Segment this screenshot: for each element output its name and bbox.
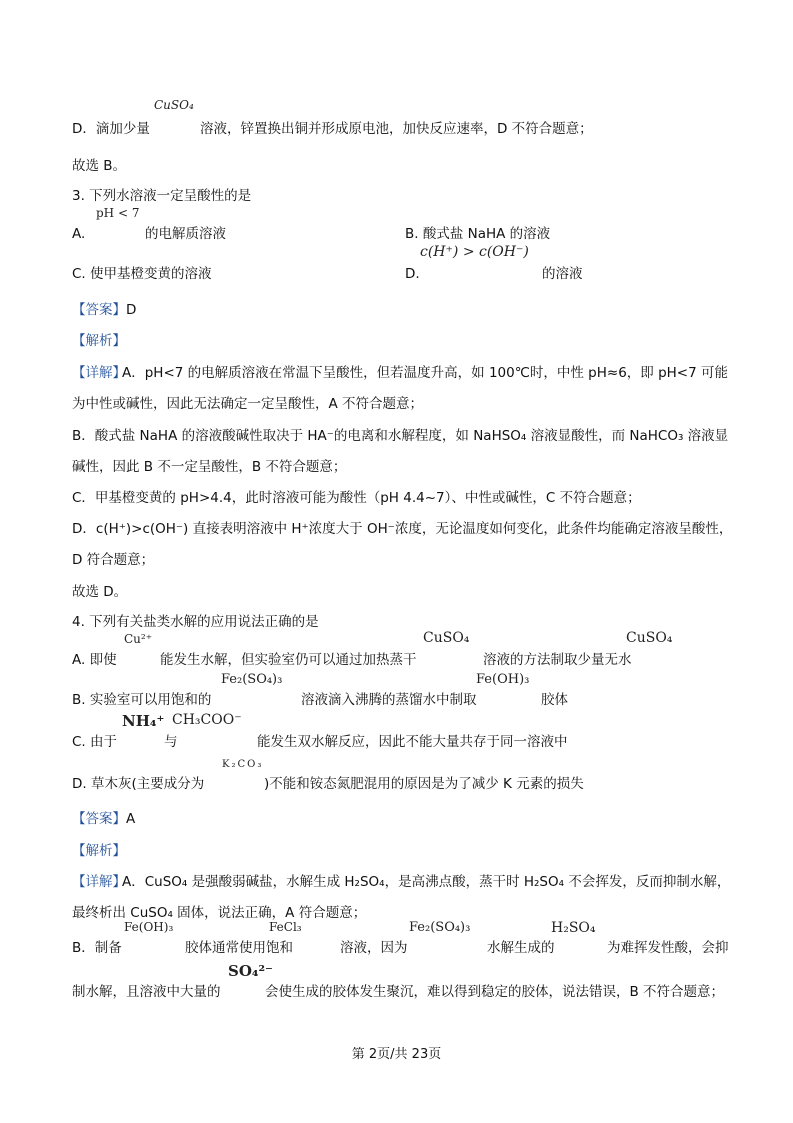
q4-option-b-end: 胶体 <box>541 692 568 708</box>
q3-detail-line-7: D 符合题意； <box>72 552 155 568</box>
formula-fe2so43: Fe₂(SO₄)₃ <box>221 672 283 687</box>
formula-nh4plus: NH₄⁺ <box>122 712 165 730</box>
q4-option-b-mid: 溶液滴入沸腾的蒸馏水中制取 <box>301 692 477 708</box>
q3-option-b: B. 酸式盐 NaHA 的溶液 <box>405 226 551 242</box>
formula-ph-lt-7: pH < 7 <box>96 206 140 220</box>
q4-stem: 4. 下列有关盐类水解的应用说法正确的是 <box>72 614 319 630</box>
q4-option-a-mid2: 溶液的方法制取少量无水 <box>483 652 632 668</box>
q3-option-d-label: D. <box>405 266 420 282</box>
q4-answer-label: 【答案】 <box>72 811 126 827</box>
q3-detail-line-2: 为中性或碱性，因此无法确定一定呈酸性，A 不符合题意； <box>72 396 424 412</box>
q4-answer-value: A <box>126 811 136 827</box>
q3-option-a-label: A. <box>72 226 86 242</box>
q4-detail-b-p3: 溶液，因为 <box>340 940 408 956</box>
q4-analysis-label: 【解析】 <box>72 843 126 859</box>
q3-detail-line-4: 碱性，因此 B 不一定呈酸性，B 不符合题意； <box>72 459 347 475</box>
q3-option-d-text: 的溶液 <box>542 266 583 282</box>
formula-fecl3: FeCl₃ <box>269 920 302 934</box>
q2-option-d-suffix: 溶液，锌置换出铜并形成原电池，加快反应速率，D 不符合题意； <box>200 121 593 137</box>
q2-choose: 故选 B。 <box>72 158 127 174</box>
q4-option-d-end: )不能和铵态氮肥混用的原因是为了减少 K 元素的损失 <box>264 776 584 792</box>
formula-cu2plus: Cu²⁺ <box>124 632 153 646</box>
q4-option-a-mid1: 能发生水解，但实验室仍可以通过加热蒸干 <box>160 652 417 668</box>
formula-cuso4: CuSO₄ <box>154 98 194 112</box>
formula-cuso4-a1: CuSO₄ <box>423 630 470 646</box>
formula-so4-2minus: SO₄²⁻ <box>228 962 273 980</box>
q3-analysis-label: 【解析】 <box>72 333 126 349</box>
q4-option-c-mid: 与 <box>164 734 178 750</box>
formula-feoh3: Fe(OH)₃ <box>476 672 530 687</box>
q3-answer-value: D <box>126 302 137 318</box>
q3-detail-line-5: C．甲基橙变黄的 pH>4.4，此时溶液可能为酸性（pH 4.4~7）、中性或碱性，C 不符合题意； <box>72 490 641 506</box>
q3-answer-label: 【答案】 <box>72 302 126 318</box>
q4-option-a-label: A. 即使 <box>72 652 117 668</box>
q3-stem: 3. 下列水溶液一定呈酸性的是 <box>72 188 252 204</box>
page-footer: 第 2页/共 23页 <box>351 1047 442 1062</box>
q4-option-b-label: B. 实验室可以用饱和的 <box>72 692 212 708</box>
q3-detail-line-1: A．pH<7 的电解质溶液在常温下呈酸性，但若温度升高，如 100℃时，中性 pH≈6，即 pH<7 可能 <box>122 365 728 381</box>
formula-k2co3: K₂CO₃ <box>222 759 264 770</box>
q3-option-a-text: 的电解质溶液 <box>145 226 226 242</box>
formula-h2so4: H₂SO₄ <box>551 920 596 936</box>
q4-detail-b-p5: 为难挥发性酸，会抑 <box>607 940 729 956</box>
formula-cuso4-a2: CuSO₄ <box>626 630 673 646</box>
q4-detail-b-p2: 胶体通常使用饱和 <box>185 940 293 956</box>
q4-detail-b-p4: 水解生成的 <box>487 940 555 956</box>
q3-detail-line-6: D．c(H⁺)>c(OH⁻) 直接表明溶液中 H⁺浓度大于 OH⁻浓度，无论温度如何变化，此条件均能确定溶液呈酸性， <box>72 521 733 537</box>
q4-detail-line-1: A．CuSO₄ 是强酸弱碱盐，水解生成 H₂SO₄，是高沸点酸，蒸干时 H₂SO₄ 不会挥发，反而抑制水解， <box>122 874 731 890</box>
q4-detail-b2-p1: 制水解，且溶液中大量的 <box>72 984 221 1000</box>
q4-option-c-label: C. 由于 <box>72 734 118 750</box>
formula-fe2so43-b: Fe₂(SO₄)₃ <box>409 920 471 935</box>
q4-option-d-label: D. 草木灰(主要成分为 <box>72 776 205 792</box>
q4-detail-label: 【详解】 <box>72 874 126 890</box>
q3-choose: 故选 D。 <box>72 584 128 600</box>
q4-option-c-end: 能发生双水解反应，因此不能大量共存于同一溶液中 <box>257 734 568 750</box>
q3-detail-line-3: B．酸式盐 NaHA 的溶液酸碱性取决于 HA⁻的电离和水解程度，如 NaHSO₄ 溶液显酸性，而 NaHCO₃ 溶液显 <box>72 428 729 444</box>
formula-feoh3-b: Fe(OH)₃ <box>124 920 174 934</box>
q3-detail-label: 【详解】 <box>72 365 126 381</box>
q4-detail-b-p1: B．制备 <box>72 940 122 956</box>
formula-ch-gt-coh: c(H⁺) > c(OH⁻) <box>420 244 529 260</box>
q4-detail-b2-p2: 会使生成的胶体发生聚沉，难以得到稳定的胶体，说法错误，B 不符合题意； <box>265 984 725 1000</box>
q2-option-d-prefix: D．滴加少量 <box>72 121 150 137</box>
formula-ch3coo-minus: CH₃COO⁻ <box>172 712 242 728</box>
q4-detail-line-2: 最终析出 CuSO₄ 固体，说法正确，A 符合题意； <box>72 905 367 921</box>
q3-option-c: C. 使甲基橙变黄的溶液 <box>72 266 212 282</box>
